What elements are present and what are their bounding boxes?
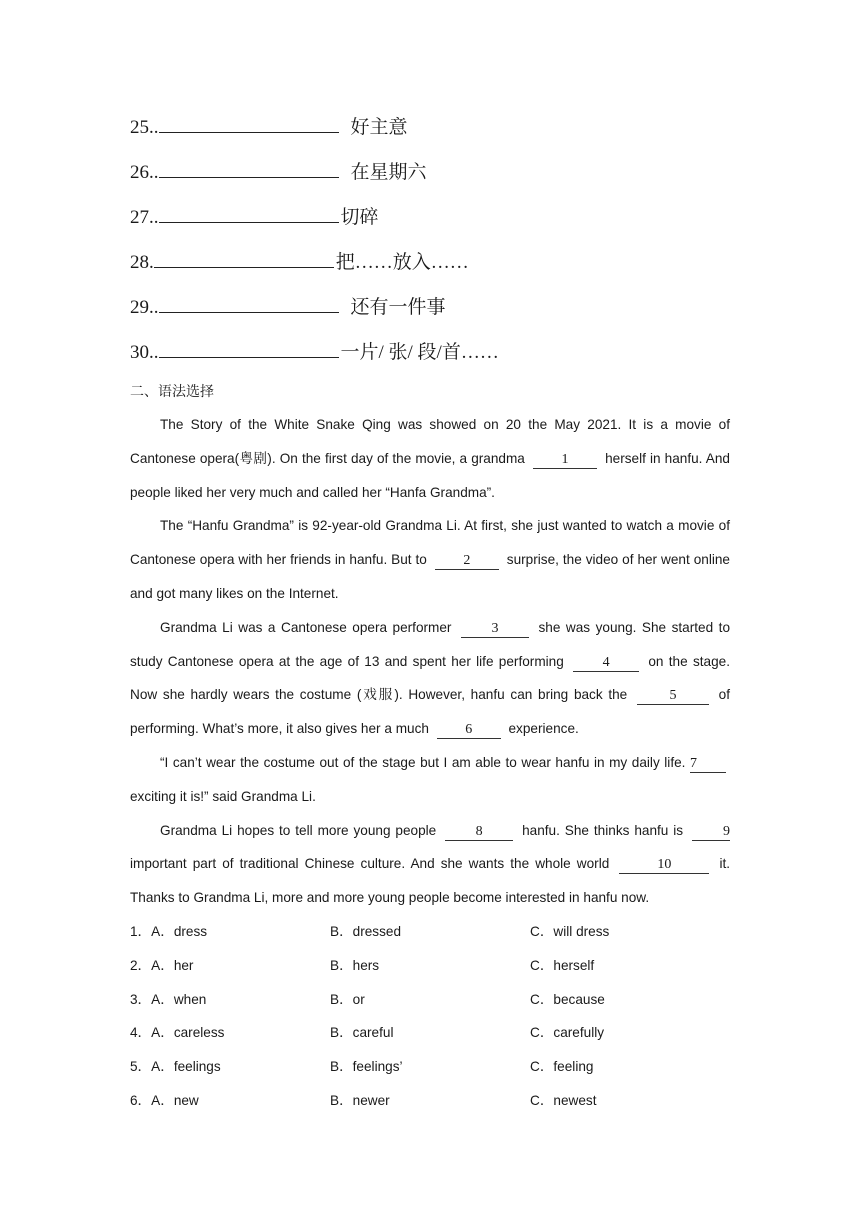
item-meaning: 把……放入……: [335, 252, 469, 273]
item-meaning: 一片/ 张/ 段/首……: [340, 342, 499, 363]
passage-text: surprise, the video of her went online and got many likes on the Internet.: [130, 552, 730, 601]
passage-text: herself in hanfu. And people liked her very much and called her “Hanfa Grandma”.: [130, 450, 730, 500]
option-c[interactable]: C．will dress: [530, 924, 610, 939]
option-b[interactable]: B．or: [330, 991, 365, 1007]
passage-paragraph: [130, 611, 730, 746]
option-row: [130, 949, 730, 983]
passage-text: it. Thanks to Grandma Li, more and more young people become interested in hanfu now.: [130, 856, 731, 906]
option-b[interactable]: B．hers: [330, 957, 380, 973]
cloze-blank[interactable]: 9: [692, 824, 730, 841]
cloze-blank[interactable]: 1: [533, 452, 597, 469]
option-a[interactable]: 4．A．careless: [130, 1025, 225, 1041]
option-b[interactable]: B．newer: [330, 1092, 390, 1108]
item-number: 28.: [130, 252, 154, 273]
cloze-blank[interactable]: 2: [435, 553, 499, 570]
passage-paragraph: [130, 814, 730, 915]
option-row: [130, 915, 730, 949]
item-number: 30..: [130, 342, 159, 363]
option-a[interactable]: 3．A．when: [130, 991, 207, 1007]
vocab-item: [130, 112, 730, 157]
passage-text: “I can’t wear the costume out of the stage but I am able to wear hanfu in my daily life.: [160, 754, 686, 770]
passage-text: Grandma Li was a Cantonese opera performer: [160, 619, 452, 635]
passage-text: Grandma Li hopes to tell more young people: [160, 822, 437, 838]
item-number: 25..: [130, 117, 159, 138]
cloze-blank[interactable]: 8: [445, 824, 513, 841]
option-c[interactable]: C．feeling: [530, 1059, 594, 1075]
option-c[interactable]: C．because: [530, 991, 605, 1007]
option-b[interactable]: B．careful: [330, 1025, 394, 1041]
option-a[interactable]: 5．A．feelings: [130, 1059, 221, 1075]
passage-text: hanfu. She thinks hanfu is: [522, 822, 684, 838]
item-meaning: 在星期六: [350, 162, 427, 183]
option-a[interactable]: 6．A．new: [130, 1092, 199, 1108]
cloze-passage: [130, 408, 730, 915]
option-a[interactable]: 1．A．dress: [130, 924, 208, 939]
option-a[interactable]: 2．A．her: [130, 957, 194, 973]
cloze-blank[interactable]: 3: [461, 621, 529, 638]
passage-paragraph: [130, 509, 730, 610]
passage-text: The “Hanfu Grandma” is 92-year-old Grandma Li. At first, she just wanted to watch a movie of Cantonese opera with her friends in hanfu. But to: [130, 518, 730, 568]
option-row: [130, 1084, 730, 1118]
item-meaning: 切碎: [340, 207, 379, 228]
passage-text: of performing. What’s more, it also gives her a much: [130, 687, 730, 737]
option-row: [130, 1050, 730, 1084]
item-number: 26..: [130, 162, 159, 183]
vocab-exercise: [130, 112, 730, 382]
passage-text: on the stage. Now she hardly wears the costume (戏服). However, hanfu can bring back the: [130, 653, 731, 703]
item-number: 29..: [130, 297, 159, 318]
cloze-blank[interactable]: 5: [637, 688, 709, 705]
item-meaning: 好主意: [350, 117, 408, 138]
passage-paragraph: [130, 408, 730, 509]
vocab-item: [130, 247, 730, 292]
item-meaning: 还有一件事: [350, 297, 446, 318]
passage-paragraph: [130, 746, 730, 814]
passage-text: she was young. She started to study Cantonese opera at the age of 13 and spent her life performing: [130, 619, 730, 669]
option-b[interactable]: B．dressed: [330, 924, 402, 939]
item-number: 27..: [130, 207, 159, 228]
answer-line[interactable]: [154, 247, 334, 268]
passage-text: important part of traditional Chinese culture. And she wants the whole world: [130, 856, 610, 872]
cloze-blank[interactable]: 10: [619, 857, 709, 874]
vocab-item: [130, 337, 730, 382]
vocab-item: [130, 202, 730, 247]
passage-text: The Story of the White Snake Qing was showed on 20 the May 2021. It is a movie of Cantonese opera(粤剧). On the first day of the movie, a grandma: [130, 417, 730, 466]
section-title: 二、语法选择: [130, 383, 214, 399]
option-c[interactable]: C．newest: [530, 1092, 597, 1108]
passage-text: experience.: [508, 721, 579, 737]
answer-options: [130, 915, 730, 1118]
answer-line[interactable]: [159, 337, 339, 358]
option-b[interactable]: B．feelings’: [330, 1059, 403, 1075]
option-row: [130, 1016, 730, 1050]
answer-line[interactable]: [159, 292, 339, 313]
answer-line[interactable]: [159, 157, 339, 178]
cloze-blank[interactable]: 4: [573, 655, 639, 672]
option-c[interactable]: C．carefully: [530, 1025, 605, 1041]
vocab-item: [130, 292, 730, 337]
answer-line[interactable]: [159, 112, 339, 133]
option-c[interactable]: C．herself: [530, 957, 595, 973]
passage-text: exciting it is!” said Grandma Li.: [130, 788, 316, 804]
vocab-item: [130, 157, 730, 202]
answer-line[interactable]: [159, 202, 339, 223]
cloze-blank[interactable]: 7: [690, 756, 726, 773]
cloze-blank[interactable]: 6: [437, 722, 501, 739]
option-row: [130, 983, 730, 1017]
